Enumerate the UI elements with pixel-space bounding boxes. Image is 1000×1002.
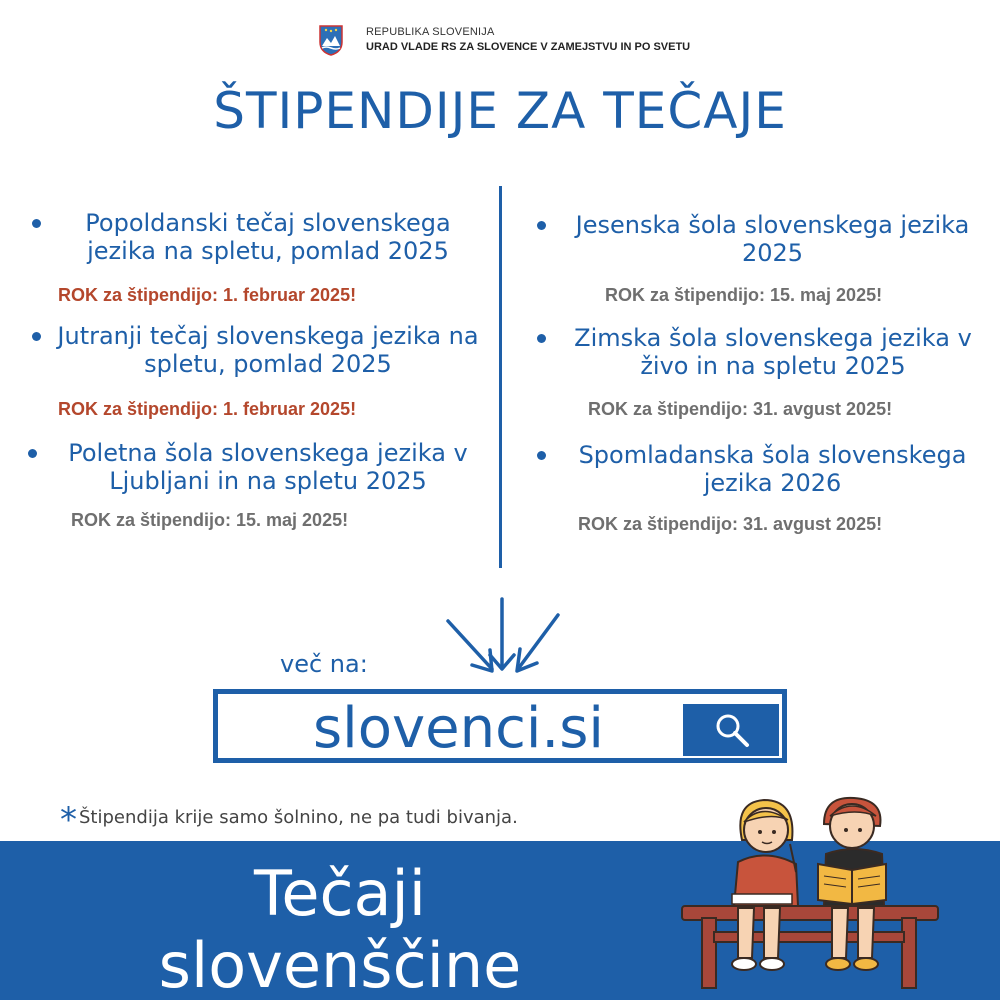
course-name: Spomladanska šola slovenskega jezika 2026 <box>578 441 967 497</box>
course-deadline: ROK za štipendijo: 31. avgust 2025! <box>578 514 883 534</box>
course-deadline: ROK za štipendijo: 31. avgust 2025! <box>588 399 893 419</box>
bullet-icon <box>537 221 546 230</box>
course-deadline: ROK za štipendijo: 1. februar 2025! <box>58 285 357 305</box>
more-info-label: več na: <box>280 650 368 678</box>
bullet-icon <box>32 219 41 228</box>
course-name: Jutranji tečaj slovenskega jezika na spletu, pomlad 2025 <box>57 322 479 378</box>
bullet-icon <box>537 334 546 343</box>
course-deadline: ROK za štipendijo: 15. maj 2025! <box>71 510 349 530</box>
course-deadline: ROK za štipendijo: 15. maj 2025! <box>605 285 883 305</box>
course-name: Zimska šola slovenskega jezika v živo in na spletu 2025 <box>574 324 972 380</box>
footer-title-line1: Tečaji <box>253 857 426 930</box>
children-reading-illustration <box>672 782 942 992</box>
search-icon <box>713 711 751 749</box>
footnote-text: Štipendija krije samo šolnino, ne pa tudi bivanja. <box>79 807 518 828</box>
bullet-icon <box>28 449 37 458</box>
bullet-icon <box>537 451 546 460</box>
bullet-icon <box>32 332 41 341</box>
footer-title-line2: slovenščine <box>158 929 522 1002</box>
asterisk: * <box>60 800 77 840</box>
website-search-box[interactable] <box>213 689 787 763</box>
slovenia-coat-of-arms-icon <box>318 24 344 56</box>
course-name: Popoldanski tečaj slovenskega jezika na spletu, pomlad 2025 <box>85 209 451 265</box>
course-deadline: ROK za štipendijo: 1. februar 2025! <box>58 399 357 419</box>
government-name: REPUBLIKA SLOVENIJA <box>366 26 495 38</box>
arrows-down-icon <box>440 595 570 680</box>
column-divider <box>499 186 502 568</box>
office-name: URAD VLADE RS ZA SLOVENCE V ZAMEJSTVU IN PO SVETU <box>366 41 691 53</box>
course-name: Poletna šola slovenskega jezika v Ljubljani in na spletu 2025 <box>68 439 468 495</box>
footnote <box>60 800 518 840</box>
website-url[interactable]: slovenci.si <box>313 696 604 761</box>
course-name: Jesenska šola slovenskega jezika 2025 <box>575 211 970 267</box>
footer-title <box>120 858 560 1002</box>
page-title: ŠTIPENDIJE ZA TEČAJE <box>213 82 787 140</box>
search-button[interactable] <box>683 704 779 756</box>
